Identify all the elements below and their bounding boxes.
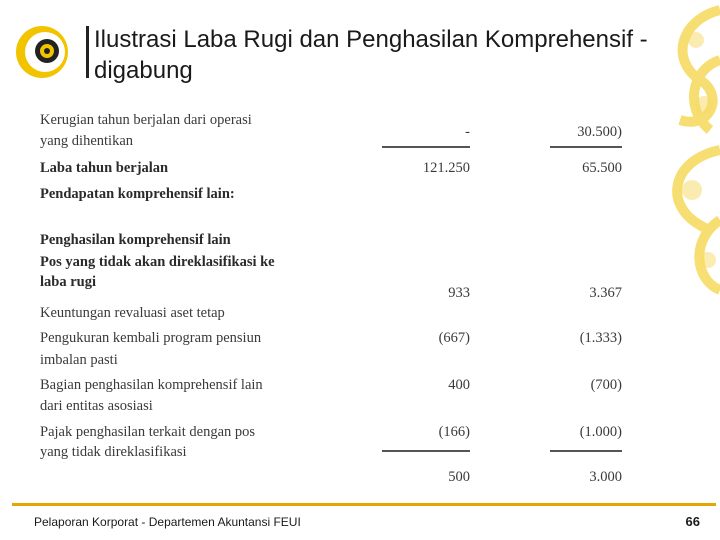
footer-divider [12, 503, 716, 506]
row-value: 30.500) [577, 124, 622, 140]
subtotal-rule [550, 146, 622, 148]
page-number: 66 [685, 514, 700, 529]
title-accent-bar [86, 26, 89, 78]
row-label: Pengukuran kembali program pensiun [40, 330, 262, 346]
row-label: Penghasilan komprehensif lain [40, 232, 231, 248]
row-label: Kerugian tahun berjalan dari operasi [40, 112, 252, 128]
row-value: (1.333) [579, 330, 622, 346]
row-value: (1.000) [579, 424, 622, 440]
row-label: laba rugi [40, 274, 96, 290]
total-value: 3.000 [589, 469, 622, 485]
row-value: - [465, 124, 470, 140]
row-value: (667) [438, 330, 470, 346]
row-label: Pendapatan komprehensif lain: [40, 186, 235, 202]
row-label: dari entitas asosiasi [40, 398, 153, 414]
row-value: 121.250 [422, 160, 470, 176]
row-label: imbalan pasti [40, 352, 118, 368]
income-statement [40, 110, 640, 500]
row-label: Pajak penghasilan terkait dengan pos [40, 424, 256, 440]
row-label: Bagian penghasilan komprehensif lain [40, 377, 263, 393]
slide-title: Ilustrasi Laba Rugi dan Penghasilan Komprehensif - digabung [94, 26, 648, 84]
row-label: Laba tahun berjalan [40, 160, 169, 176]
row-value: 933 [448, 285, 470, 301]
footer-caption: Pelaporan Korporat - Departemen Akuntansi FEUI [34, 515, 301, 529]
row-value: (700) [590, 377, 622, 393]
subtotal-rule [550, 450, 622, 452]
row-value: 3.367 [589, 285, 622, 301]
row-label: yang dihentikan [40, 133, 134, 149]
subtotal-rule [382, 450, 470, 452]
row-value: 65.500 [582, 160, 622, 176]
row-value: 400 [448, 377, 470, 393]
row-label: yang tidak direklasifikasi [40, 444, 187, 460]
row-label: Keuntungan revaluasi aset tetap [40, 305, 225, 321]
row-value: (166) [438, 424, 470, 440]
total-value: 500 [448, 469, 470, 485]
subtotal-rule [382, 146, 470, 148]
row-label: Pos yang tidak akan direklasifikasi ke [40, 254, 275, 270]
university-logo [14, 24, 70, 80]
